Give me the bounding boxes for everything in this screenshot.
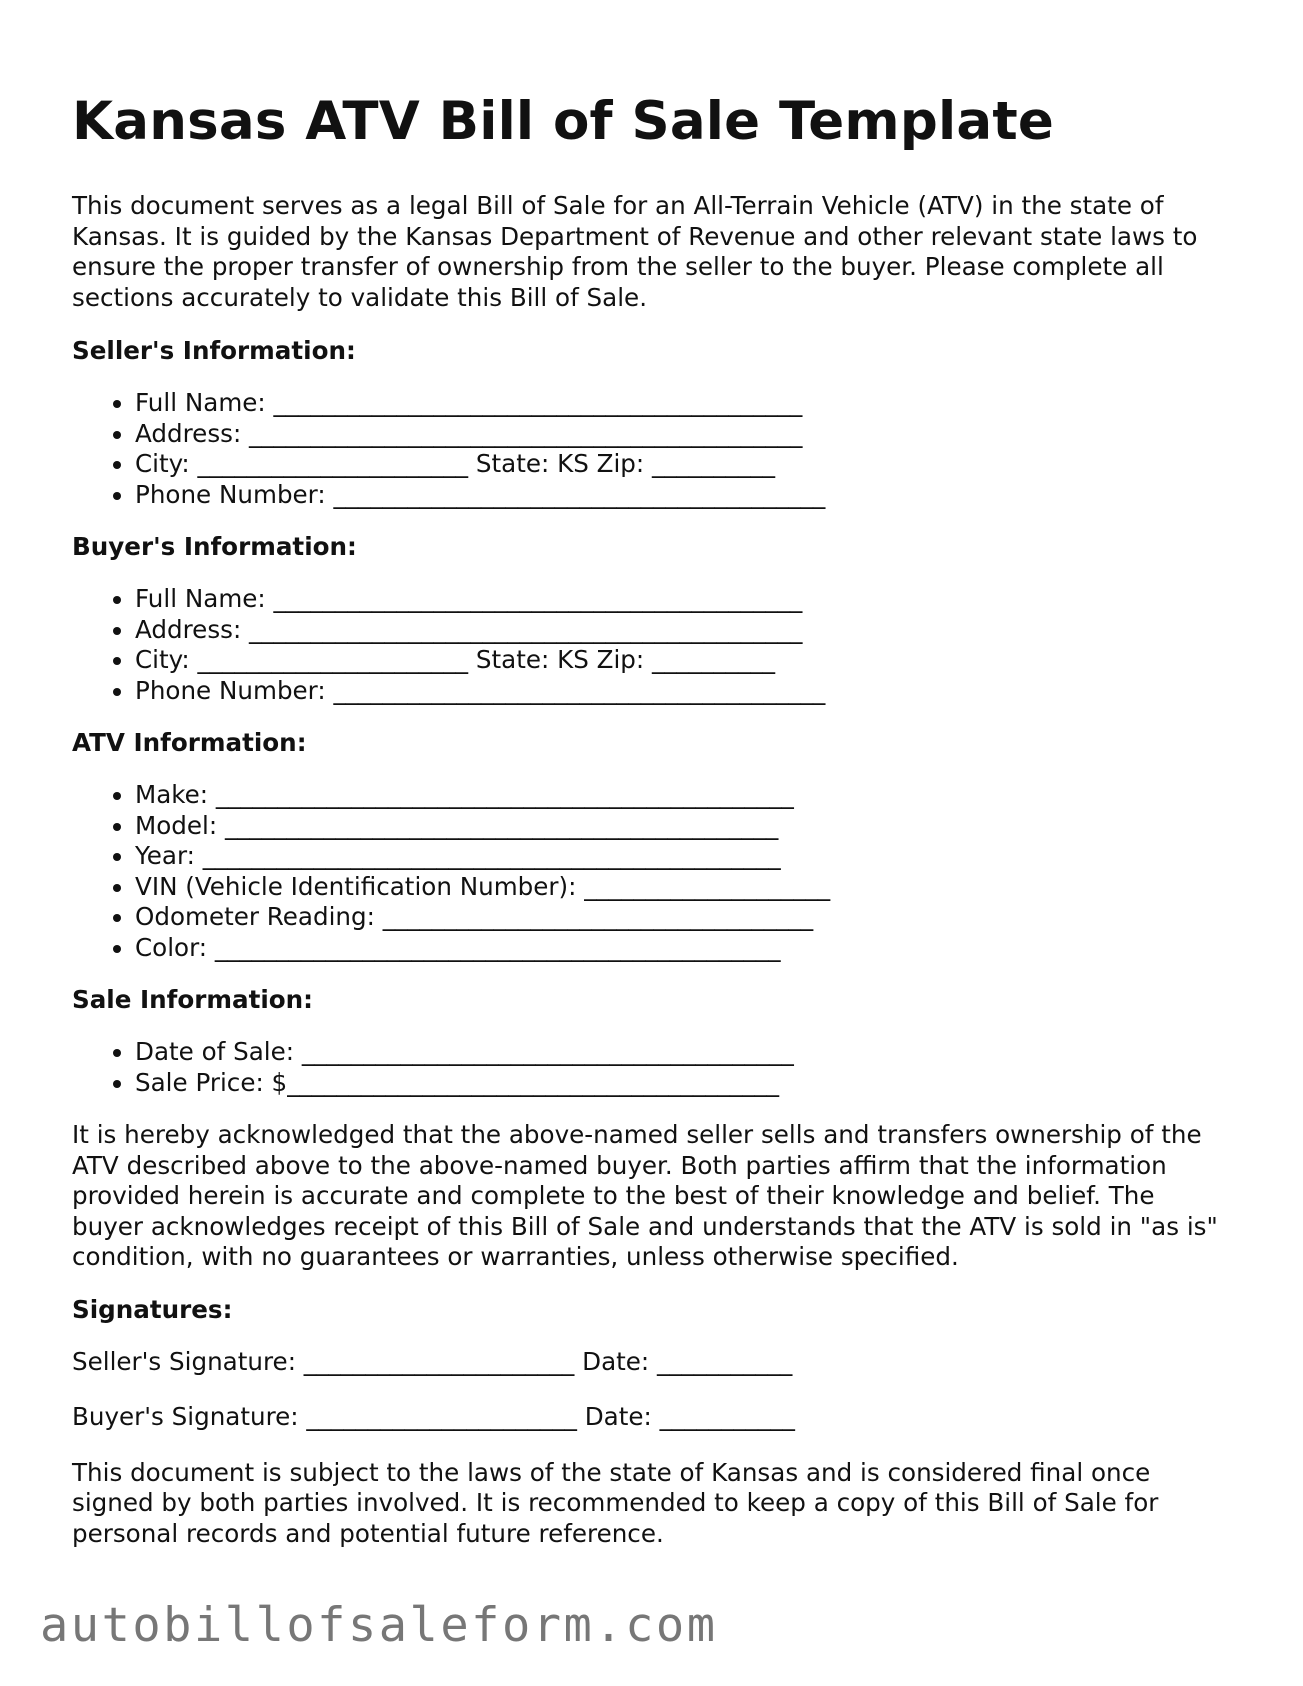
seller-address-field[interactable]: • Address: _____________________________________________ — [135, 419, 1232, 450]
document-page — [72, 86, 1232, 1549]
atv-vin-field[interactable]: • VIN (Vehicle Identification Number): ____________________ — [135, 872, 1232, 903]
buyer-address-field[interactable]: • Address: _____________________________________________ — [135, 615, 1232, 646]
buyer-fields — [72, 584, 1232, 706]
sale-heading: Sale Information: — [72, 985, 314, 1014]
site-watermark: autobillofsaleform.com — [40, 1598, 718, 1653]
seller-phone-field[interactable]: • Phone Number: ________________________________________ — [135, 480, 1232, 511]
buyer-city-state-zip-field[interactable]: • City: ______________________ State: KS Zip: __________ — [135, 645, 1232, 676]
buyer-phone-field[interactable]: • Phone Number: ________________________________________ — [135, 676, 1232, 707]
seller-heading: Seller's Information: — [72, 336, 356, 365]
atv-fields — [72, 780, 1232, 963]
sale-date-field[interactable]: • Date of Sale: ________________________________________ — [135, 1037, 1232, 1068]
seller-signature-line[interactable]: Seller's Signature: ______________________ Date: ___________ — [72, 1346, 793, 1376]
closing-paragraph: This document is subject to the laws of the state of Kansas and is considered final once signed by both parties involved. It is recommended to keep a copy of this Bill of Sale for personal records and potential future reference. — [72, 1457, 1159, 1548]
sale-price-field[interactable]: • Sale Price: $________________________________________ — [135, 1068, 1232, 1099]
atv-year-field[interactable]: • Year: _______________________________________________ — [135, 841, 1232, 872]
sale-fields — [72, 1037, 1232, 1098]
atv-color-field[interactable]: • Color: ______________________________________________ — [135, 933, 1232, 964]
buyer-heading: Buyer's Information: — [72, 532, 357, 561]
atv-heading: ATV Information: — [72, 728, 307, 757]
acknowledgement-paragraph: It is hereby acknowledged that the above-named seller sells and transfers ownership of the ATV described above to the above-named buyer. Both parties affirm that the information provided herein is accurate and complete to the best of their knowledge and belief. The buyer acknowledges receipt of this Bill of Sale and understands that the ATV is sold in "as is" condition, with no guarantees or warranties, unless otherwise specified. — [72, 1120, 1218, 1271]
buyer-signature-line[interactable]: Buyer's Signature: ______________________ Date: ___________ — [72, 1402, 795, 1431]
intro-paragraph: This document serves as a legal Bill of Sale for an All-Terrain Vehicle (ATV) in the state of Kansas. It is guided by the Kansas Department of Revenue and other relevant state laws to ensure the proper transfer of ownership from the seller to the buyer. Please complete all sections accurately to validate this Bill of Sale. — [72, 191, 1198, 312]
atv-model-field[interactable]: • Model: _____________________________________________ — [135, 811, 1232, 842]
buyer-full-name-field[interactable]: • Full Name: ___________________________________________ — [135, 584, 1232, 615]
signatures-heading: Signatures: — [72, 1294, 233, 1324]
atv-make-field[interactable]: • Make: _______________________________________________ — [135, 780, 1232, 811]
page-title: Kansas ATV Bill of Sale Template — [72, 91, 1055, 152]
seller-city-state-zip-field[interactable]: • City: ______________________ State: KS Zip: __________ — [135, 449, 1232, 480]
seller-full-name-field[interactable]: • Full Name: ___________________________________________ — [135, 388, 1232, 419]
atv-odometer-field[interactable]: • Odometer Reading: ___________________________________ — [135, 902, 1232, 933]
seller-fields — [72, 388, 1232, 510]
